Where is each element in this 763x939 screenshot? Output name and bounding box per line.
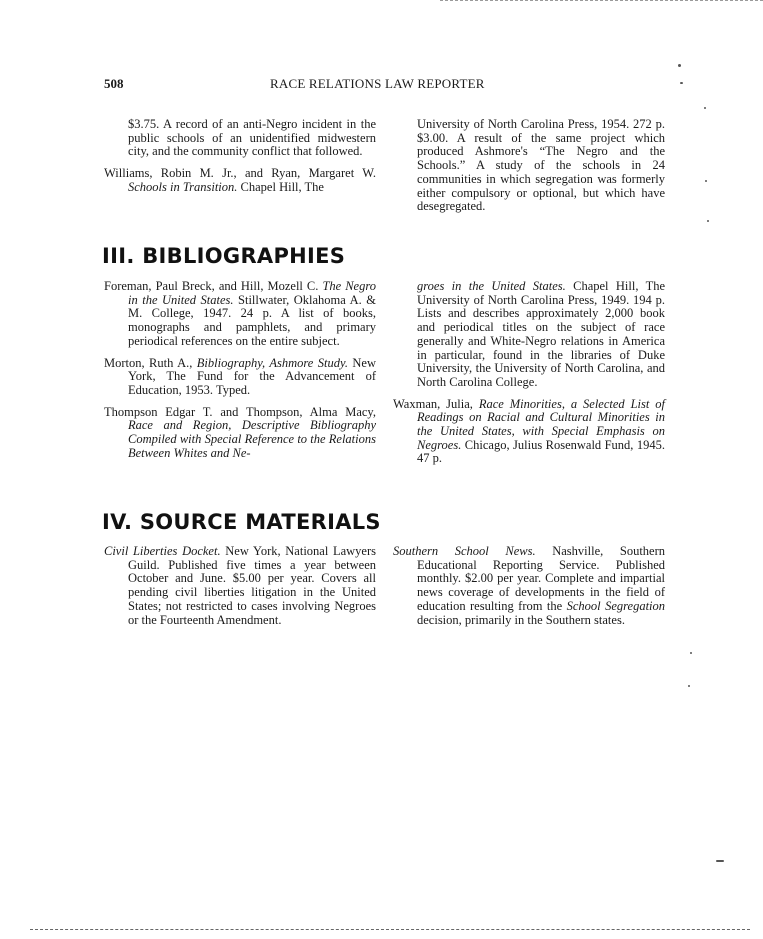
bibliography-entry-thompson: Thompson Edgar T. and Thompson, Alma Macy, Race and Region, Descriptive Bibliography Compiled with Special Reference to the Relations Between Whites and Ne- [104,404,376,460]
top-edge-mark [440,0,763,1]
scan-speck [688,685,690,687]
bibliography-entry-waxman: Waxman, Julia, Race Minorities, a Selected List of Readings on Racial and Cultural Minorities in the United States, with Special Emphasis on Negroes. Chicago, Julius Rosenwald Fund, 1945. 47 p. [393,396,666,466]
bottom-edge-mark [30,929,750,930]
bibliography-entry-thompson-continued: groes in the United States. Chapel Hill, The University of North Carolina Press, 1949. 194 p. Lists and describes approximately 2,000 book and periodical titles on the subject of race generally and White-Negro relations in America in particular, found in the libraries of Duke University, the University of North Carolina, and North Carolina College. [417,279,666,389]
source-entry-civil-liberties-docket: Civil Liberties Docket. New York, National Lawyers Guild. Published five times a year between October and June. $5.00 per year. Covers all pending civil liberties litigation in the United States; not restricted to cases involving Negroes or the Fourteenth Amendment. [104,544,376,627]
source-materials-left-column [104,545,376,635]
scan-speck [707,220,709,222]
bibliographies-right-column [393,280,665,474]
top-left-column [104,118,376,203]
bibliography-entry-morton: Morton, Ruth A., Bibliography, Ashmore Study. New York, The Fund for the Advancement of Education, 1953. Typed. [104,355,377,397]
page-header [0,76,763,96]
section-heading-bibliographies: III. BIBLIOGRAPHIES [102,244,346,268]
source-materials-right-column [393,545,665,635]
scan-speck [705,180,707,182]
bibliography-entry-williams: Williams, Robin M. Jr., and Ryan, Margaret W. Schools in Transition. Chapel Hill, The [104,166,376,194]
running-head: RACE RELATIONS LAW REPORTER [270,76,485,91]
continuation-entry: $3.75. A record of an anti-Negro incident in the public schools of an unidentified midwestern city, and the community conflict that followed. [128,117,376,159]
top-right-column [393,118,665,222]
page-number: 508 [104,76,124,91]
bibliography-entry-foreman: Foreman, Paul Breck, and Hill, Mozell C. The Negro in the United States. Stillwater, Oklahoma A. & M. College, 1947. 24 p. A list of books, monographs and pamphlets, and primary periodical references on the entire subject. [104,279,377,348]
scan-speck [690,652,692,654]
scan-speck [704,107,706,109]
source-entry-southern-school-news: Southern School News. Nashville, Southern Educational Reporting Service. Published monthly. $2.00 per year. Complete and impartial news coverage of developments in the field of education resulting from the School Segregation decision, primarily in the Southern states. [393,544,666,627]
scan-speck [716,860,724,862]
section-heading-source-materials: IV. SOURCE MATERIALS [102,510,381,534]
scan-speck [678,64,681,67]
continuation-entry: University of North Carolina Press, 1954. 272 p. $3.00. A result of the same project which produced Ashmore's “The Negro and the Schools.” A study of the schools in 24 communities in which segregation was formerly either compulsory or optional, but which have desegregated. [417,117,665,214]
scan-speck [680,82,683,84]
bibliographies-left-column [104,280,376,468]
